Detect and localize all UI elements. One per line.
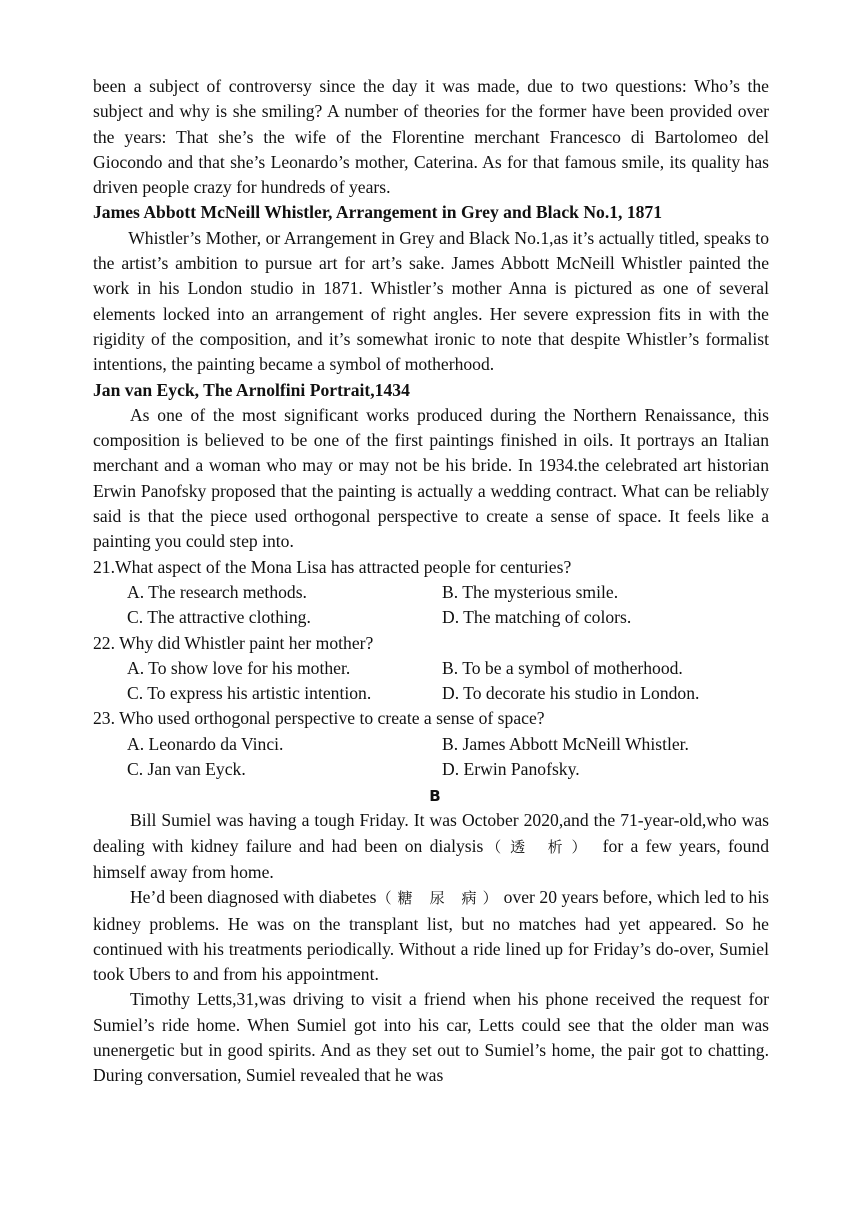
option-a: A. Leonardo da Vinci.	[127, 733, 284, 754]
eyck-paragraph: As one of the most significant works produced during the Northern Renaissance, this composition is believed to be one of the first paintings finished in oils. It portrays an Italian merchant and a woman who may or may not be his bride. In 1934.the celebrated art historian Erwin Panofsky proposed that the painting is actually a wedding contract. What can be reliably said is that the piece used orthogonal perspective to create a sense of space. It feels like a painting you could step into.	[93, 404, 769, 552]
option-c: C. Jan van Eyck.	[127, 759, 246, 780]
text-run: He’d been diagnosed with diabetes	[129, 887, 377, 908]
option-b: B. To be a symbol of motherhood.	[442, 657, 683, 678]
question-stem: 22. Why did Whistler paint her mother?	[93, 632, 374, 653]
text-run: Bill Sumiel was having a tough Friday. It was October 2020,and the 71-year-old,who was dealing with kidney failure and had been on dialysis	[93, 810, 769, 856]
option-a: A. The research methods.	[127, 581, 307, 602]
whistler-heading: James Abbott McNeill Whistler, Arrangement in Grey and Black No.1, 1871	[93, 202, 663, 223]
passage-b-paragraph-3: Timothy Letts,31,was driving to visit a friend when his phone received the request for Sumiel’s ride home. When Sumiel got into his car, Letts could see that the older man was unenergetic but in good spirits. And as they set out to Sumiel’s home, the pair got to chatting. During conversation, Sumiel revealed that he was	[93, 989, 769, 1086]
question-stem: 23. Who used orthogonal perspective to create a sense of space?	[93, 708, 545, 729]
whistler-paragraph: Whistler’s Mother, or Arrangement in Grey and Black No.1,as it’s actually titled, speaks to the artist’s ambition to pursue art for art’s sake. James Abbott McNeill Whistler painted the work in his London studio in 1871. Whistler’s mother Anna is pictured as one of several elements locked into an arrangement of right angles. Her severe expression fits in with the rigidity of the composition, and it’s somewhat ironic to note that despite Whistler’s formalist intentions, the painting became a symbol of motherhood.	[93, 227, 769, 375]
option-d: D. Erwin Panofsky.	[442, 759, 580, 780]
option-b: B. James Abbott McNeill Whistler.	[442, 733, 689, 754]
option-a: A. To show love for his mother.	[127, 657, 351, 678]
chinese-gloss: （透 析）	[483, 837, 596, 856]
option-b: B. The mysterious smile.	[442, 581, 619, 602]
option-c: C. To express his artistic intention.	[127, 683, 372, 704]
question-21	[93, 555, 769, 631]
text-run: over 20 years before, which led to his kidney problems. He was on the transplant list, but no matches had yet appeared. So he continued with his treatments periodically. Without a ride lined up for Friday’s do-over, Sumiel took Ubers to and from his appointment.	[93, 887, 769, 985]
question-stem: 21.What aspect of the Mona Lisa has attracted people for centuries?	[93, 556, 572, 577]
passage-b-paragraph-2	[93, 885, 769, 987]
mona-lisa-paragraph: been a subject of controversy since the day it was made, due to two questions: Who’s the subject and why is she smiling? A number of theories for the former have been provided over the years: That she’s the wife of the Florentine merchant Francesco di Bartolomeo del Giocondo and that she’s Leonardo’s mother, Caterina. As for that famous smile, its quality has driven people crazy for hundreds of years.	[93, 76, 769, 198]
option-c: C. The attractive clothing.	[127, 607, 311, 628]
option-d: D. To decorate his studio in London.	[442, 683, 700, 704]
chinese-gloss: （糖 尿 病）	[376, 889, 504, 908]
eyck-heading: Jan van Eyck, The Arnolfini Portrait,1434	[93, 379, 410, 400]
text-run: for a few years, found himself away from home.	[93, 835, 769, 882]
question-23	[93, 706, 769, 782]
section-b-heading: B	[429, 787, 441, 806]
question-22	[93, 631, 769, 707]
option-d: D. The matching of colors.	[442, 607, 632, 628]
passage-b-paragraph-1	[93, 808, 769, 885]
